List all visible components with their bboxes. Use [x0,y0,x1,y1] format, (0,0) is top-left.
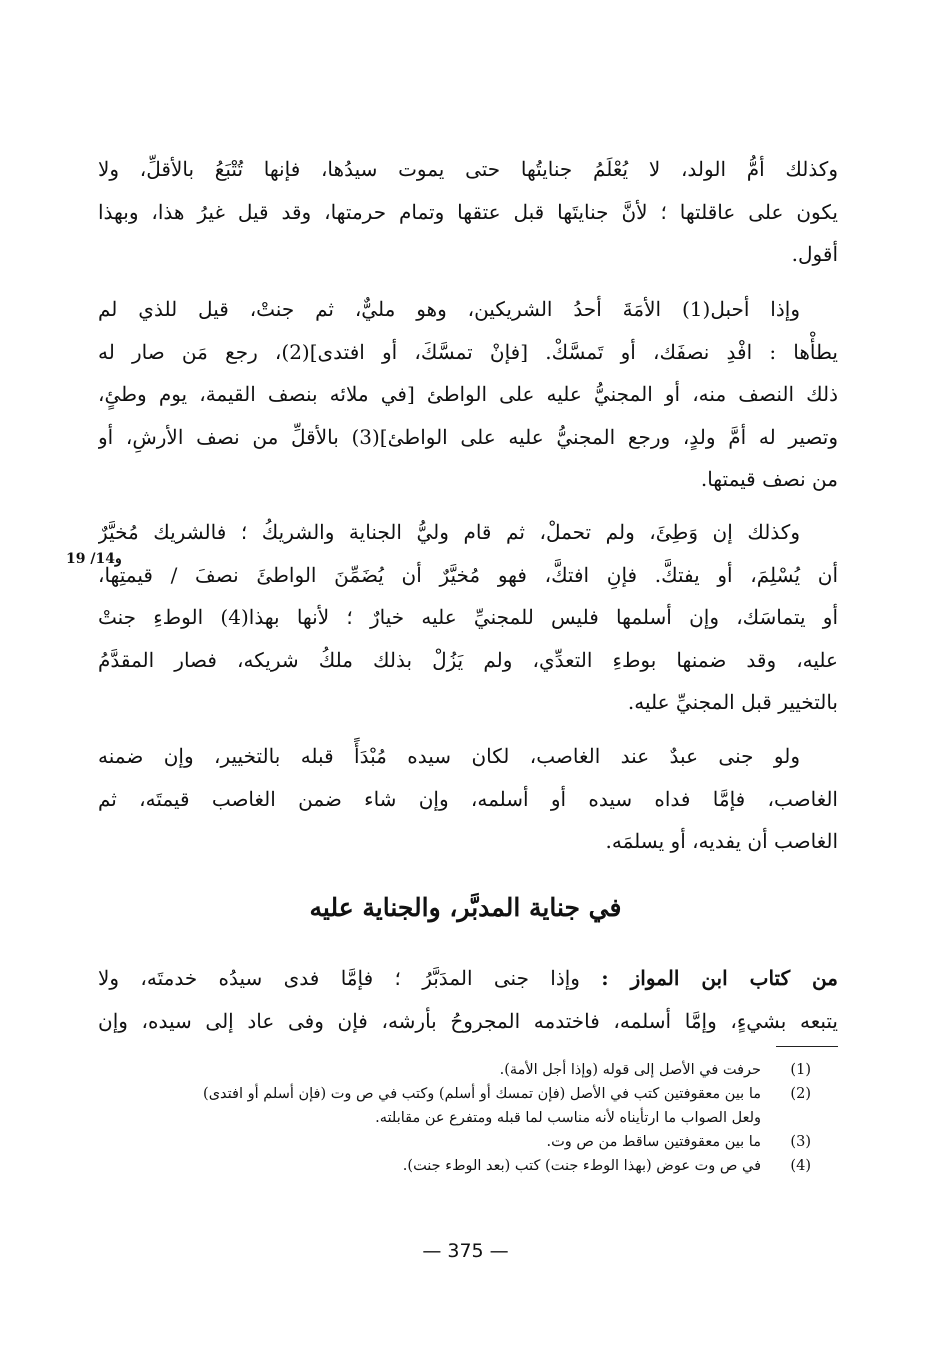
paragraph-mudabbar [98,957,838,1042]
text-line: من نصف قيمتها. [700,467,838,491]
marginal-folio-note: 19 /14و [66,551,122,567]
footnote-number: (1) [790,1062,811,1078]
text-line: يطأْها : افْدِ نصفَك، أو تَمسَّكْ. [فإنْ تمسَّكَ، أو افتدى](2)، رجع مَن صار له [98,339,838,364]
text-line: وكذلك أمُّ الولد، لا يُعْلَمُ جنايتُها حتى يموت سيدُها، فإنها تُتْبَعُ بالأقلِّ، ولا [98,157,838,181]
footnote [121,1130,811,1154]
footnotes [121,1058,811,1178]
page-number: — 375 — [422,1240,509,1262]
text-run: وإذا جنى المدَبَّرُ ؛ فإمَّا فدى سيدُه خدمتَه، ولا [98,966,580,990]
footnote [121,1154,811,1178]
text-line: وإذا أحبل(1) الأمَةَ أحدُ الشريكين، وهو مليٌّ، ثم جنتْ، قيل للذي لم [98,297,800,321]
text-line: أقول. [791,242,838,266]
footnote [121,1058,811,1082]
text-line: ذلك النصف منه، أو المجنيُّ عليه على الواطئ [في ملائه بنصف القيمة، يوم وطئٍ، [98,382,838,406]
paragraph-partners [98,288,838,501]
footnote-divider [776,1046,838,1047]
text-line: أو يتماسَك، وإن أسلمها فليس للمجنيِّ عليه خيارٌ ؛ لأنها بهذا(4) الوطءِ جنتْ [98,605,838,629]
text-line: ولو جنى عبدٌ عند الغاصب، لكان سيده مُبْدَأً قبله بالتخيير، وإن ضمنه [98,744,800,768]
footnote-number: (3) [790,1134,811,1150]
footnote-text-continued: ولعل الصواب ما ارتأيناه لأنه مناسب لما قبله ومتفرع عن مقابلته. [375,1110,761,1126]
text-line: أن يُسْلِمَ، أو يفتكَّ. فإنِ افتكَّ، فهو مُخيَّرٌ أن يُضَمِّنَ الواطئَ نصفَ / قيمتِها، [98,562,838,587]
text-line: الغاصب، فإمَّا فداه سيده أو أسلمه، وإن شاء ضمن الغاصب قيمتَه، ثم [98,786,838,811]
footnote-number: (2) [790,1086,811,1102]
text-line [98,957,838,1000]
text-line: بالتخيير قبل المجنيِّ عليه. [627,690,838,714]
section-heading: في جناية المدبَّر، والجناية عليه [309,893,622,922]
source-lead: من كتاب ابن المواز : [601,966,838,990]
footnote-number: (4) [790,1158,811,1174]
text-line: وكذلك إن وَطِئَ، ولم تحملْ، ثم قام وليُّ الجناية والشريكُ ؛ فالشريك مُخيَّرٌ [98,520,800,544]
paragraph-wati [98,511,838,724]
paragraph-umm-walad [98,148,838,276]
footnote [121,1082,811,1130]
footnote-text: ما بين معقوفتين ساقط من ص وت. [546,1134,761,1150]
footnote-text: ما بين معقوفتين كتب في الأصل (فإن تمسك أو أسلم) وكتب في ص وت (فإن أسلم أو افتدى) [203,1086,761,1102]
text-line: وتصير له أمَّ ولدٍ، ورجع المجنيُّ عليه على الواطئ](3) بالأقلِّ من نصف الأرشِ، أو [98,424,838,449]
text-line: الغاصب أن يفديه، أو يسلمَه. [605,829,838,853]
text-line: عليه، وقد ضمنها بوطءِ التعدِّي، ولم يَزُلْ بذلك ملكُ شريكه، فصار المقدَّمُ [98,647,838,672]
footnote-text: في ص وت عوض (بهذا الوطء جنت) كتب (بعد الوطء جنت). [402,1158,761,1174]
text-line: يكون على عاقلتها ؛ لأنَّ جنايتَها قبل عتقها وتمام حرمتها، وقد قيل غيرُ هذا، وبهذا [98,199,838,224]
paragraph-ghasib [98,735,838,863]
text-line: يتبعه بشيءٍ، وإمَّا أسلمه، فاختدمه المجروحُ بأرشه، فإن وفى عاد إلى سيده، وإن [98,1008,838,1033]
footnote-text: حرفت في الأصل إلى قوله (وإذا أجل الأمة). [499,1062,761,1078]
